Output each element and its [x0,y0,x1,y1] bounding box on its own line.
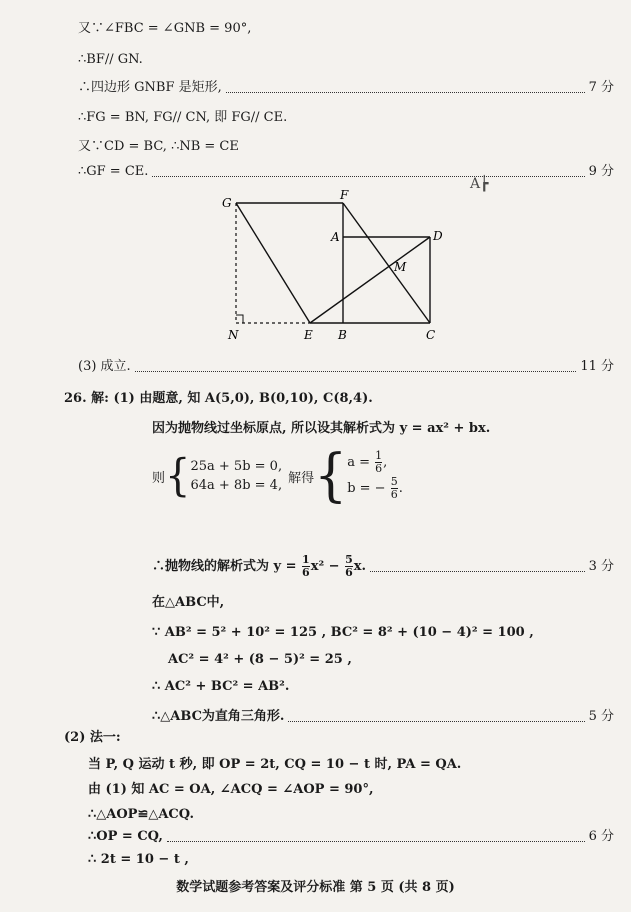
ac-line: AC² = 4² + (8 − 5)² = 25 , [168,652,352,667]
handwritten-mark: A┢ [470,176,489,192]
fraction-c1: $\frac{1}{6}$ [302,553,310,579]
equation-t-line: ∴ 2t = 10 − t , [88,852,189,867]
label-F: F [340,188,349,202]
motion-line: 当 P, Q 运动 t 秒, 即 OP = 2t, CQ = 10 − t 时, PA = QA. [88,757,462,772]
score-7: 7 分 [588,80,614,95]
geometry-figure [210,185,450,350]
segment-FC [343,203,430,323]
page-footer: 数学试题参考答案及评分标准 第 5 页 (共 8 页) [176,880,455,895]
solution-values [347,450,403,502]
solve-label: 解得 [288,470,315,486]
score-6: 6 分 [588,829,614,844]
setup-line: 因为抛物线过坐标原点, 所以设其解析式为 y = ax² + bx. [152,421,491,436]
dot-leader [226,83,585,93]
proof-line-6: ∴GF = CE. [78,164,149,179]
segment-GE [236,203,310,323]
method-one-label: (2) 法一: [64,730,121,745]
score-3: 3 分 [588,558,614,574]
score-row-6 [88,828,614,846]
congruent-line: ∴△AOP≌△ACQ. [88,807,194,822]
proof-line-5: 又∵CD = BC, ∴NB = CE [78,139,239,154]
right-angle-mark [236,315,243,323]
label-A: A [331,230,340,244]
known-line: 由 (1) 知 AC = OA, ∠ACQ = ∠AOP = 90°, [88,782,374,797]
proof-line-3: ∴四边形 GNBF 是矩形, [78,80,222,95]
equation-system [152,443,403,509]
label-E: E [304,328,313,342]
proof-line-1: 又∵∠FBC = ∠GNB = 90°, [78,21,252,36]
label-N: N [228,328,239,342]
dot-leader [135,362,577,372]
proof-line-2: ∴BF// GN. [78,52,143,67]
score-9: 9 分 [588,164,614,179]
right-brace: { [314,443,348,509]
equation-2: 64a + 8b = 4, [190,478,283,493]
score-row-9 [78,163,614,181]
system-equations [190,457,282,495]
label-G: G [222,196,232,210]
score-5: 5 分 [588,709,614,724]
score-row-3 [152,554,614,579]
solution-a: a = $\frac{1}{6}$ , [347,449,388,475]
score-row-7 [78,79,614,97]
right-triangle-line: ∴△ABC为直角三角形. [152,709,285,724]
left-brace: { [165,450,191,502]
label-C: C [426,328,436,342]
parabola-line: ∴抛物线的解析式为 y = $\frac{1}{6}$ x² − $\frac{5}{6}$ x. [152,553,367,579]
solution-b: b = − $\frac{5}{6}$ . [347,475,403,501]
proof-line-4: ∴FG = BN, FG// CN, 即 FG// CE. [78,110,288,125]
fraction-b: $\frac{5}{6}$ [390,475,398,501]
dot-leader [152,167,584,177]
triangle-intro: 在△ABC中, [152,595,225,610]
fraction-a: $\frac{1}{6}$ [375,449,383,475]
then-label: 则 [152,470,166,486]
label-M: M [394,260,407,274]
ab-bc-line: ∵ AB² = 5² + 10² = 125 , BC² = 8² + (10 − 4)² = 100 , [152,625,534,640]
equation-1: 25a + 5b = 0, [190,459,283,474]
score-row-11 [78,358,614,376]
label-D: D [433,229,443,243]
dot-leader [370,562,585,572]
segment-ED [310,237,430,323]
label-B: B [338,328,347,342]
score-row-5 [152,708,614,726]
score-11: 11 分 [580,359,614,374]
proof-line-7: (3) 成立. [78,359,131,374]
dot-leader [167,832,585,842]
sum-line: ∴ AC² + BC² = AB². [152,679,290,694]
problem-26-line: 26. 解: (1) 由题意, 知 A(5,0), B(0,10), C(8,4). [64,391,373,406]
dot-leader [288,712,584,722]
op-cq-line: ∴OP = CQ, [88,829,163,844]
fraction-c2: $\frac{5}{6}$ [345,553,353,579]
